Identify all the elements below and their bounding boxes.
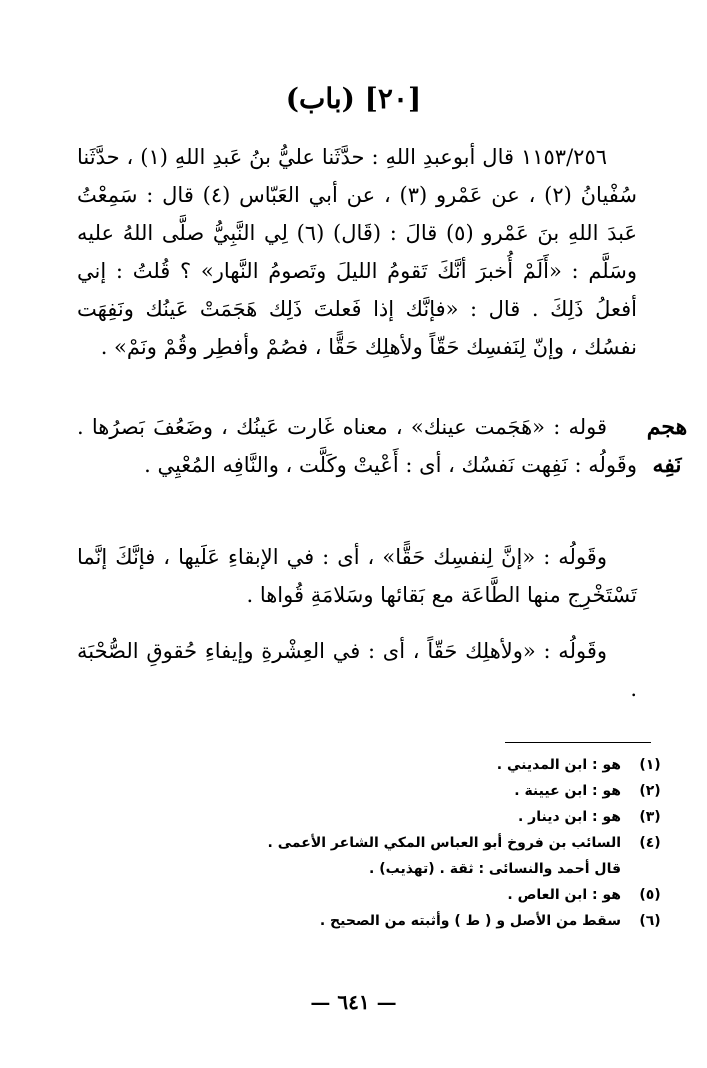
footnote-number: (٢): [639, 783, 661, 799]
footnote-item: [87, 830, 667, 856]
commentary-paragraph: [77, 632, 637, 708]
margin-word-hajam: هجم: [646, 414, 688, 440]
footnote-text: هو : ابن دينار .: [517, 809, 621, 825]
commentary-paragraph: [77, 538, 637, 614]
footnote-item: [87, 882, 667, 908]
commentary-text: وقَولُه : «إنَّ لِنفسِك حَقًّا» ، أى : في الإبقاءِ عَلَيها ، فإنَّكَ إنَّما تَسْتَخْرِج منها الطَّاعَة مع بَقائها وسَلامَةِ قُواها .: [77, 545, 637, 607]
footnote-item: [87, 804, 667, 830]
footnote-number: (٣): [639, 809, 661, 825]
footnote-item: [87, 856, 667, 882]
footnote-text: سقط من الأصل و ( ط ) وأثبته من الصحيح .: [319, 913, 621, 929]
footnote-number: (٦): [639, 913, 661, 929]
footnote-text: هو : ابن عيينة .: [514, 783, 621, 799]
commentary-text: قوله : «هَجَمت عينك» ، معناه غَارت عَينُك ، وضَعُفَ بَصرُها . وقَولُه : نَفِهت نَفسُك ، أى : أَعْيتْ وكَلَّت ، والنَّافِه المُعْيِي .: [77, 415, 637, 477]
footnote-text: هو : ابن العاص .: [507, 887, 621, 903]
footnote-number: [633, 856, 667, 882]
commentary-paragraph: [77, 408, 637, 484]
footnote-number: (١): [639, 757, 661, 773]
footnote-text: هو : ابن المديني .: [496, 757, 621, 773]
footnote-item: [87, 908, 667, 934]
margin-glossary-words: [639, 408, 695, 484]
commentary-text: وقَولُه : «ولأهلِك حَقّاً ، أى : في العِشْرةِ وإيفاءِ حُقوقِ الصُّحْبَة .: [77, 639, 637, 701]
footnote-item: [87, 752, 667, 778]
chapter-title: [٢٠] (باب): [285, 82, 422, 115]
margin-word-nafih: نَفِه: [652, 452, 682, 478]
footnote-text: السائب بن فروخ أبو العباس المكي الشاعر الأعمى .: [267, 835, 621, 851]
footnotes-list: [87, 752, 667, 934]
footnote-divider: [505, 742, 651, 743]
footnote-number: (٥): [639, 887, 661, 903]
hadith-text-block: [77, 138, 637, 366]
footnote-item: [87, 778, 667, 804]
hadith-paragraph: ١١٥٣/٢٥٦ قال أبوعبدِ اللهِ : حدَّثَنا عليُّ بنُ عَبدِ اللهِ (١) ، حدَّثَنا سُفْيانُ (٢) ، عن عَمْرو (٣) ، عن أبي العَبّاس (٤) قال : سَمِعْتُ عَبدَ اللهِ بنَ عَمْرو (٥) قالَ : (قَال) (٦) لِي النَّبِيُّ صلَّى اللهُ عليه وسَلَّم : «أَلَمْ أُخبرَ أنَّكَ تَقومُ الليلَ وتَصومُ النَّهار» ؟ قُلتُ : إني أفعلُ ذَلِكَ . قال : «فإنَّك إذا فَعلتَ ذَلِك هَجَمَتْ عَينُك ونَفِهَت نفسُك ، وإنّ لِنَفسِك حَقّاً ولأهلِك حَقًّا ، فصُمْ وأفطِر وقُمْ ونَمْ» .: [77, 145, 637, 359]
footnote-number: (٤): [639, 835, 661, 851]
page-number: — ٦٤١ —: [310, 990, 397, 1014]
footnote-text: قال أحمد والنسائى : ثقة . (تهذيب) .: [369, 861, 621, 877]
